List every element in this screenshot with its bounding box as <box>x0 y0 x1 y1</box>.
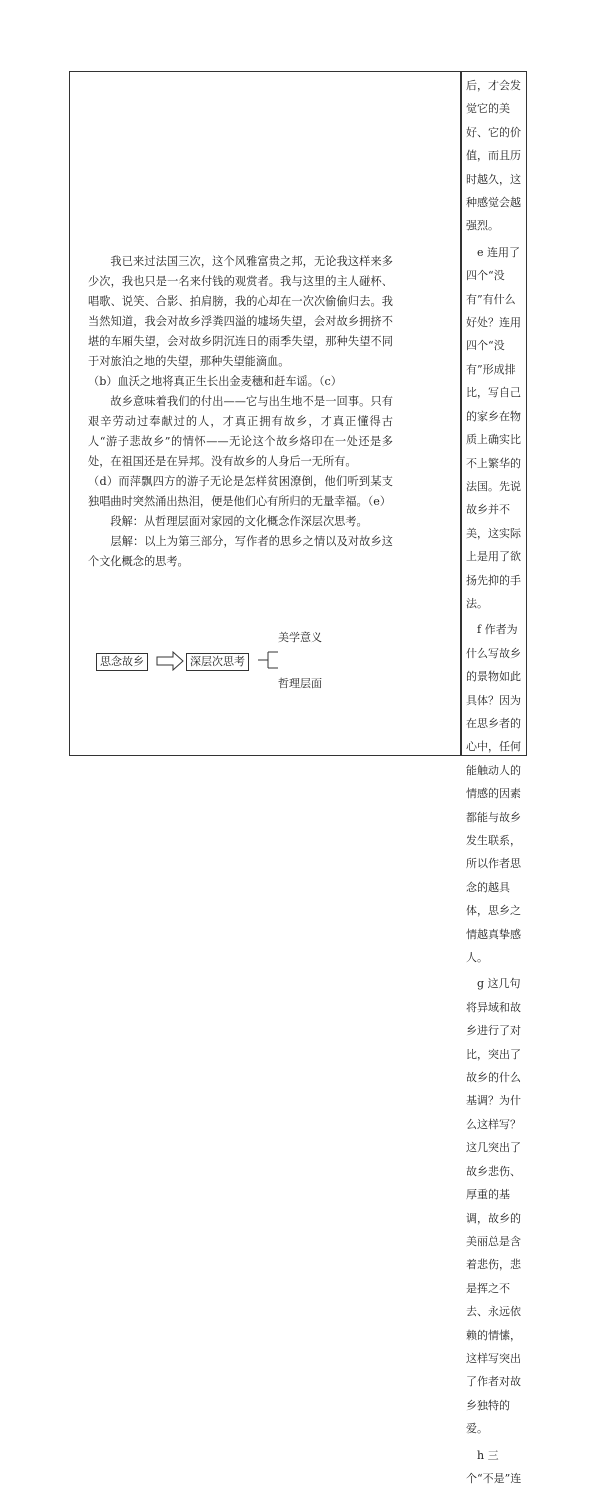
annotation-h: h 三个“不是”连 <box>466 1448 522 1485</box>
section-analysis: 段解：从哲理层面对家园的文化概念作深层次思考。 <box>110 515 368 528</box>
structure-diagram <box>90 627 430 707</box>
paragraph-b-c: （b）血沃之地将真正生长出金麦穗和赶车谣。（c） <box>88 375 342 388</box>
branch-philosophy: 哲理层面 <box>278 677 322 690</box>
paragraph-d-e: （d）而萍飘四方的游子无论是怎样贫困潦倒，他们听到某支独唱曲时突然涌出热泪，便是他们心有所归的无量幸福。（e） <box>88 475 393 508</box>
annotation-column <box>466 74 524 1490</box>
content-table <box>69 71 527 1485</box>
diagram-box-deep-thinking: 深层次思考 <box>186 653 249 671</box>
layer-analysis: 层解：以上为第三部分，写作者的思乡之情以及对故乡这个文化概念的思考。 <box>88 535 393 568</box>
main-text-column <box>88 252 393 572</box>
branch-aesthetic: 美学意义 <box>278 631 322 644</box>
column-divider <box>460 72 462 755</box>
diagram-box-miss-hometown: 思念故乡 <box>96 653 148 671</box>
annotation-g: g 这几句将异域和故乡进行了对比，突出了故乡的什么基调？为什么这样写？这几突出了故乡悲伤、厚重的基调，故乡的美丽总是含着悲伤，悲是挥之不去、永远依赖的情愫，这样写突出了作者对故乡独特的爱。 <box>466 977 521 1436</box>
bracket-icon <box>258 649 280 673</box>
paragraph-france: 我已来过法国三次，这个风雅富贵之邦，无论我这样来多少次，我也只是一名来付钱的观赏者。我与这里的主人碰杯、唱歌、说笑、合影、拍肩膀，我的心却在一次次偷偷归去。我当然知道，我会对故乡浮粪四溢的墟场失望，会对故乡拥挤不堪的车厢失望，会对故乡阴沉连日的雨季失望，那种失望不同于对旅泊之地的失望，那种失望能滴血。 <box>88 255 393 368</box>
arrow-right-icon <box>156 651 184 671</box>
annotation-e: e 连用了四个“没有”有什么好处？连用四个“没有”形成排比，写自己的家乡在物质上确实比不上繁华的法国。先说故乡并不美，这实际上是用了欲扬先抑的手法。 <box>466 245 521 610</box>
annotation-continued: 后，才会发觉它的美好、它的价值，而且历时越久，这种感觉会越强烈。 <box>466 79 521 233</box>
paragraph-hometown-meaning: 故乡意味着我们的付出——它与出生地不是一回事。只有艰辛劳动过奉献过的人，才真正拥有故乡，才真正懂得古人“游子悲故乡”的情怀——无论这个故乡烙印在一处还是多处，在祖国还是在异邦。没有故乡的人身后一无所有。 <box>88 395 393 468</box>
annotation-f: f 作者为什么写故乡的景物如此具体？因为在思乡者的心中，任何能触动人的情感的因素都能与故乡发生联系，所以作者思念的越具体，思乡之情越真挚感人。 <box>466 623 521 965</box>
